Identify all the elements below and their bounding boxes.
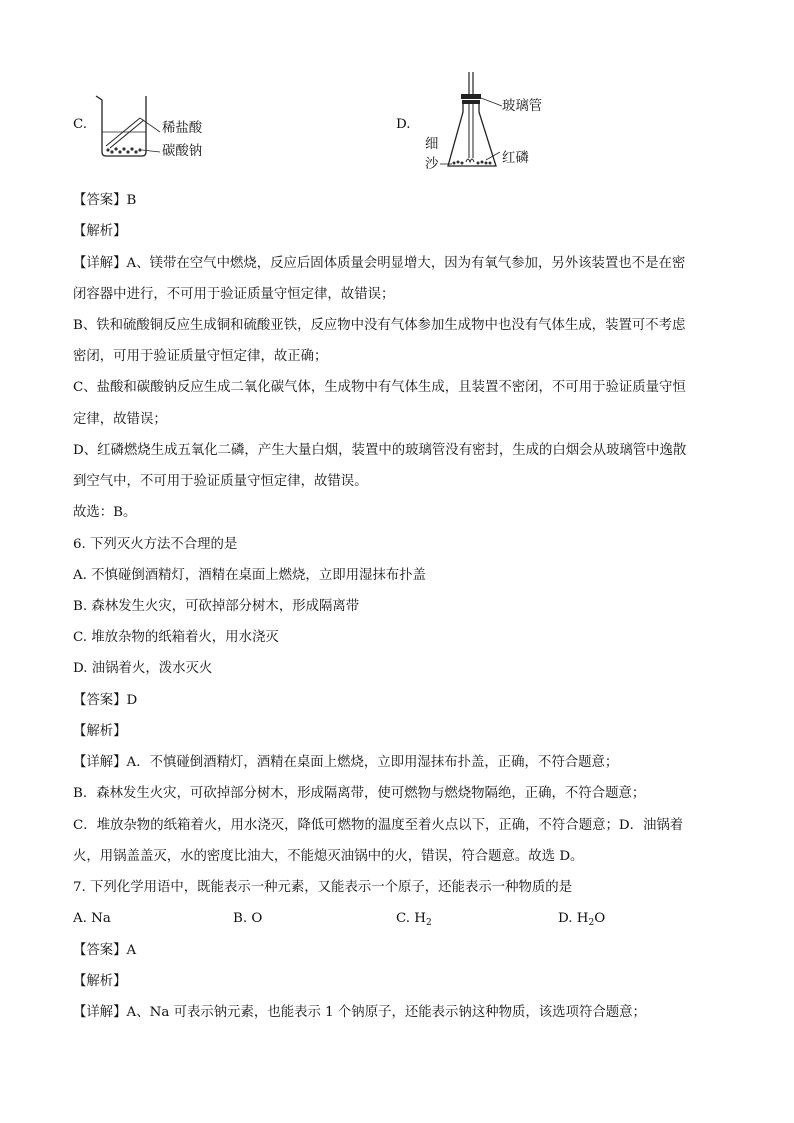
q7-option-d-text: D. H: [558, 911, 589, 926]
q6-answer: 【答案】D: [73, 693, 138, 708]
q7-option-c-text: C. H: [396, 911, 426, 926]
q6-detail-line: B．森林发生火灾，可砍掉部分树木，形成隔离带，使可燃物与燃烧物隔绝，正确，不符合题意；: [73, 786, 646, 801]
q7-analysis: 【解析】: [73, 974, 127, 989]
q7-option-b: B. O: [233, 911, 263, 926]
q6-detail-line: C．堆放杂物的纸箱着火，用水浇灭，降低可燃物的温度至着火点以下，正确，不符合题意；D．油锅着: [73, 818, 684, 833]
q6-analysis: 【解析】: [73, 724, 127, 739]
q7-option-c-subscript: 2: [425, 918, 432, 928]
q5-conclusion: 故选：B。: [73, 505, 137, 520]
q5-detail-line: B、铁和硫酸铜反应生成铜和硫酸亚铁，反应物中没有气体参加生成物中也没有气体生成，装置可不考虑: [73, 318, 686, 333]
beaker-diagram: [92, 92, 162, 160]
q6-option-c: C. 堆放杂物的纸箱着火，用水浇灭: [73, 630, 279, 645]
option-letter-c: C.: [73, 117, 88, 132]
q7-option-a: A. Na: [73, 911, 111, 926]
q7-option-d: [558, 909, 605, 933]
q5-answer: 【答案】B: [73, 193, 137, 208]
option-letter-d: D.: [396, 117, 411, 132]
label-sodium-carbonate: 碳酸钠: [162, 144, 203, 159]
q6-option-d: D. 油锅着火，泼水灭火: [73, 661, 213, 676]
label-red-phosphorus: 红磷: [502, 151, 529, 166]
q6-detail-line: 火，用锅盖盖灭，水的密度比油大，不能熄灭油锅中的火，错误，符合题意。故选 D。: [73, 849, 584, 864]
q6-stem: 6. 下列灭火方法不合理的是: [73, 537, 238, 552]
q5-detail-line: 闭容器中进行，不可用于验证质量守恒定律，故错误；: [73, 287, 395, 302]
flask-diagram: [440, 72, 560, 172]
q6-option-a: A. 不慎碰倒酒精灯，酒精在桌面上燃烧，立即用湿抹布扑盖: [73, 568, 426, 583]
q5-detail-line: C、盐酸和碳酸钠反应生成二氧化碳气体，生成物中有气体生成，且装置不密闭，不可用于验证质量守恒: [73, 380, 686, 395]
label-glass-tube: 玻璃管: [502, 99, 543, 114]
q7-option-d-subscript: 2: [588, 918, 595, 928]
q5-analysis: 【解析】: [73, 224, 127, 239]
q7-option-d-suffix: O: [594, 911, 606, 926]
q5-detail-line: D、红磷燃烧生成五氧化二磷，产生大量白烟，装置中的玻璃管没有密封，生成的白烟会从玻璃管中逸散: [73, 443, 687, 458]
label-fine-sand-2: 沙: [425, 157, 439, 172]
label-fine-sand-1: 细: [425, 137, 439, 152]
q7-stem: 7. 下列化学用语中，既能表示一种元素，又能表示一个原子，还能表示一种物质的是: [73, 880, 573, 895]
q5-detail-line: 密闭，可用于验证质量守恒定律，故正确；: [73, 349, 328, 364]
q7-option-c: [396, 909, 432, 933]
q7-options-row: [0, 909, 794, 929]
q6-option-b: B. 森林发生火灾，可砍掉部分树木，形成隔离带: [73, 599, 360, 614]
q6-detail-line: 【详解】A．不慎碰倒酒精灯，酒精在桌面上燃烧，立即用湿抹布扑盖，正确，不符合题意；: [73, 755, 619, 770]
q7-detail-line: 【详解】A、Na 可表示钠元素，也能表示 1 个钠原子，还能表示钠这种物质，该选项符合题意；: [73, 1005, 646, 1020]
q5-detail-line: 到空气中，不可用于验证质量守恒定律，故错误。: [73, 474, 368, 489]
q7-answer: 【答案】A: [73, 943, 137, 958]
label-dilute-hcl: 稀盐酸: [162, 121, 203, 136]
q5-detail-line: 【详解】A、镁带在空气中燃烧，反应后固体质量会明显增大，因为有氧气参加，另外该装置也不是在密: [73, 256, 686, 271]
q5-detail-line: 定律，故错误；: [73, 412, 167, 427]
